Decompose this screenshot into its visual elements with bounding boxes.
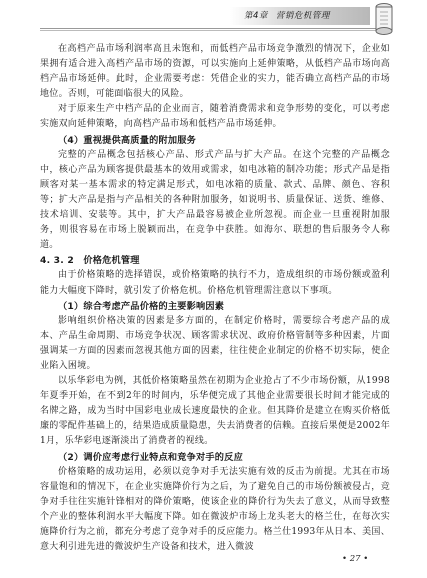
header-rule	[40, 28, 385, 29]
subsection-heading: （4）重视提供高质量的附加服务	[58, 134, 197, 146]
page-header	[0, 0, 427, 40]
paragraph: 影响组织价格决策的因素是多方面的，在制定价格时，需要综合考虑产品的成本、产品生命周期、市场竞争状况、顾客需求状况、政府价格管制等多种因素，片面强调某一方面的因素而忽视其他方面的因素，往往使企业制定的价格不切实际，使企业陷入困境。	[40, 315, 390, 371]
header-rule-thin	[40, 30, 385, 31]
running-header	[244, 9, 338, 21]
paragraph: 在高档产品市场利润率高且未饱和，而低档产品市场竞争激烈的情况下，企业如果拥有适合进入高档产品市场的资源，可以实施向上延伸策略，从低档产品市场向高档产品市场延伸。此时，企业需要考虑：凭借企业的实力，能否确立高档产品的市场地位。否则，可能面临很大的风险。	[40, 44, 390, 100]
paragraph: 价格策略的成功运用，必须以竞争对手无法实施有效的反击为前提。尤其在市场容量饱和的情况下，在企业实施降价行为之后，为了避免自己的市场份额被侵占，竞争对手往往实施针锋相对的降价策略，使该企业的降价行为失去了意义，从而导致整个产业的整体利润水平大幅度下降。如在微波炉市场上龙头老大的格兰仕，在每次实施降价行为之前，都充分考虑了竞争对手的反应能力。格兰仕1993年从日本、美国、意大利引进先进的微波炉生产设备和技术，进入微波	[40, 466, 390, 553]
paragraph: 以乐华彩电为例，其低价格策略虽然在初期为企业抢占了不少市场份额，从1998年夏季开始，在不到2年的时间内，乐华便完成了其他企业需要很长时间才能完成的名牌之路，成为当时中国彩电业成长速度最快的企业。但其降价是建立在购买价格低廉的零配件基础上的，结果造成质量隐患，失去消费者的信赖。直接后果便是2002年1月，乐华彩电逐渐淡出了消费者的视线。	[40, 376, 390, 447]
paragraph: 由于价格策略的选择错误，或价格策略的执行不力，造成组织的市场份额或盈利能力大幅度下降时，就引发了价格危机。价格危机管理需注意以下事项。	[40, 270, 390, 296]
scroll-logo-icon	[372, 2, 396, 36]
paragraph: 对于原来生产中档产品的企业而言，随着消费需求和竞争形势的变化，可以考虑实施双向延伸策略，向高档产品市场和低档产品市场延伸。	[40, 104, 390, 130]
page-body	[40, 42, 390, 555]
chapter-label: 第4章	[244, 11, 268, 21]
subsection-heading: （1）综合考虑产品价格的主要影响因素	[58, 300, 225, 312]
chapter-title: 营销危机管理	[275, 11, 330, 21]
page-number: • 27 •	[342, 554, 369, 564]
subsection-heading: （2）调价应考虑行业特点和竞争对手的反应	[58, 451, 243, 463]
section-heading: 4. 3. 2 价格危机管理	[40, 255, 140, 267]
paragraph: 完整的产品概念包括核心产品、形式产品与扩大产品。在这个完整的产品概念中，核心产品为顾客提供最基本的效用或需求，如电冰箱的制冷功能；形式产品是指顾客对某一基本需求的特定满足形式，如电冰箱的质量、款式、品牌、颜色、容积等；扩大产品是指与产品相关的各种附加服务，如说明书、质量保证、送货、维修、技术培训、安装等。其中，扩大产品最容易被企业所忽视。而企业一旦重视附加服务，则很容易在市场上脱颖而出，在竞争中获胜。如海尔、联想的售后服务令人称道。	[40, 149, 390, 251]
